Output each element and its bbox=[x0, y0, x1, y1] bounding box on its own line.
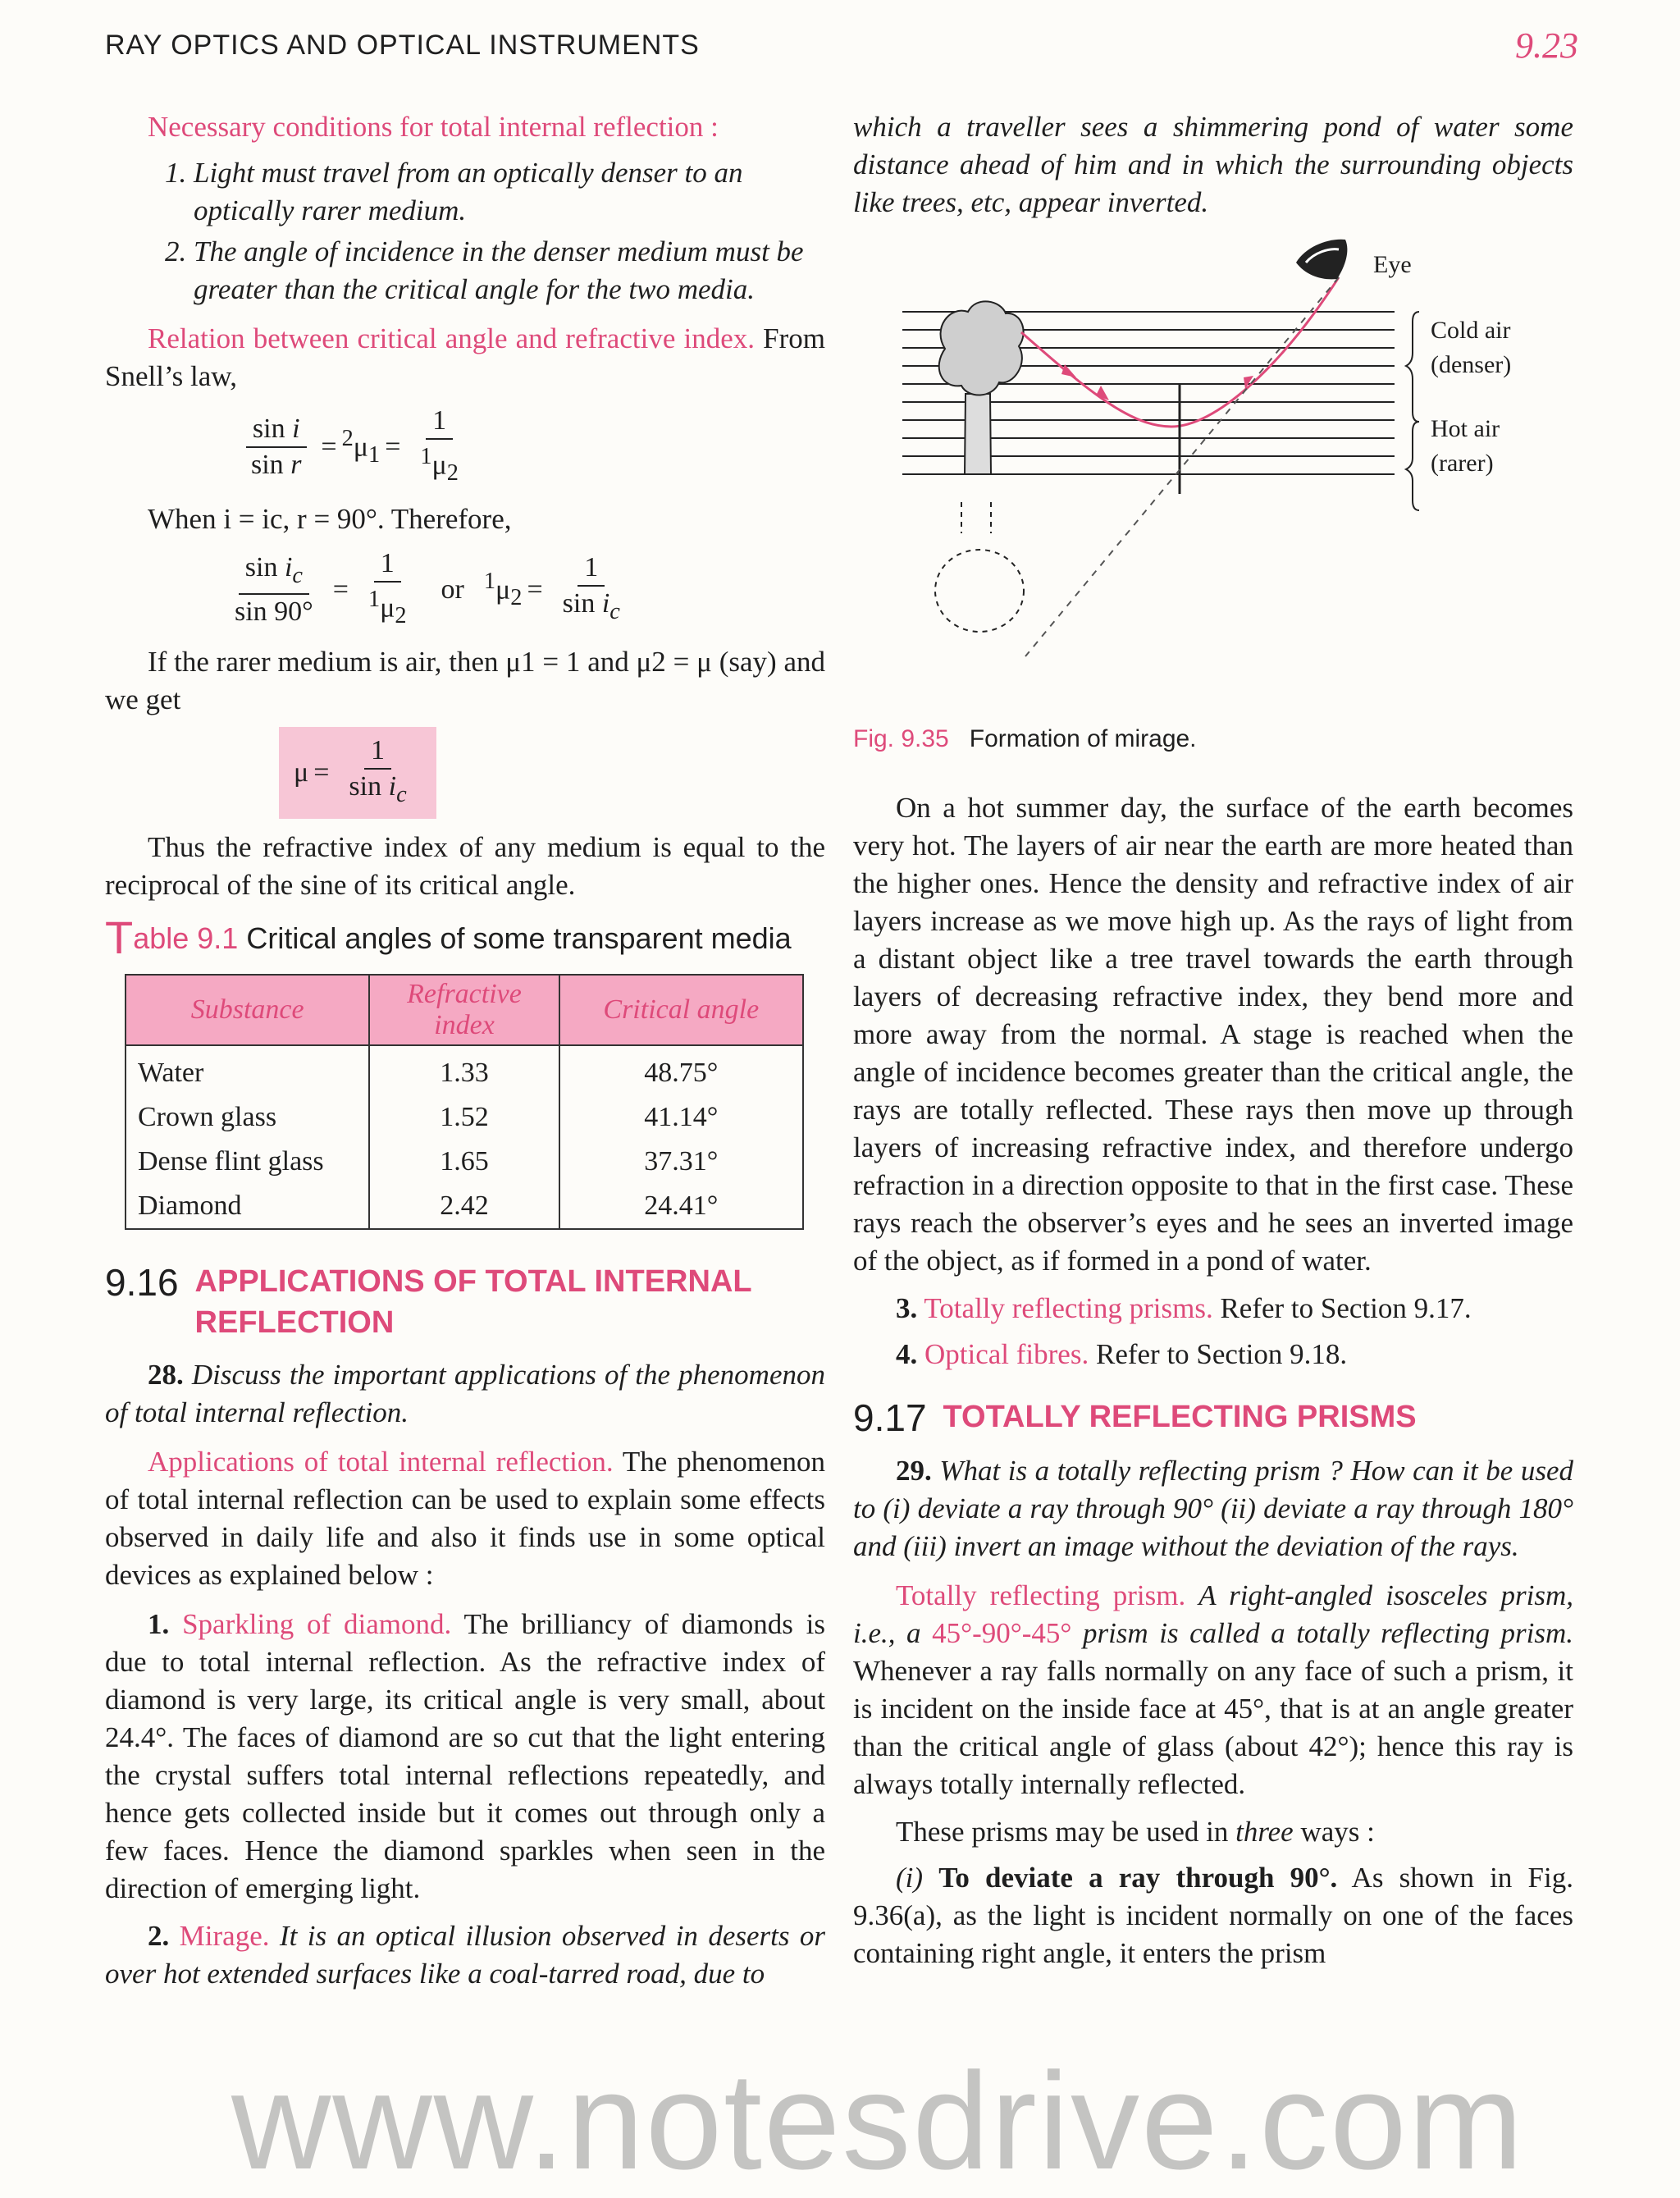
applications-paragraph: Applications of total internal reflection. The phenomenon of total internal reflection can be used to explain some effects observed in daily life and also it finds use in some optical devices as explained below : bbox=[105, 1446, 825, 1592]
mirage-continuation: which a traveller sees a shimmering pond of water some distance ahead of him and in which the surrounding objects like trees, etc, appear inverted. bbox=[853, 111, 1573, 218]
table-row: Water 1.33 48.75° bbox=[126, 1045, 803, 1095]
three-ways-text: These prisms may be used in three ways : bbox=[896, 1816, 1375, 1848]
sparkling-diamond-paragraph: 1. Sparkling of diamond. The brilliancy of diamonds is due to total internal reflection. As the refractive index of diamond is very large, its critical angle is very small, about 24.4°. The faces of diamond are so cut that the light entering the crystal suffers total internal reflections repeatedly, and hence gets collected inside but it comes out through only a few faces. Hence the diamond sparkles when seen in the direction of emerging light. bbox=[105, 1608, 826, 1905]
table-row: Dense flint glass 1.65 37.31° bbox=[126, 1140, 803, 1184]
mirage-diagram bbox=[853, 230, 1573, 714]
fibres-item: 4. Optical fibres. Refer to Section 9.18. bbox=[896, 1338, 1348, 1370]
table-row: Diamond 2.42 24.41° bbox=[126, 1184, 803, 1229]
left-column bbox=[105, 108, 825, 2001]
relation-text: From Snell’s law, bbox=[105, 322, 825, 392]
critical-equation: $\frac{\sin i_c}{\sin 90^\circ}$ = $\frac{1}{^1\mu_2}$ or $^1\mu_2$ = $\frac{1}{\sin i_c}$ bbox=[235, 548, 620, 629]
mirage-paragraph: 2. Mirage. It is an optical illusion observed in deserts or over hot extended surfaces like a coal-tarred road, due to bbox=[105, 1920, 826, 1990]
right-column bbox=[853, 108, 1573, 1981]
deviate-90-paragraph: (i) To deviate a ray through 90°. As shown in Fig. 9.36(a), as the light is incident normally on one of the faces containing right angle, it enters the prism bbox=[853, 1862, 1573, 1969]
condition-item: 1. Light must travel from an optically denser to an optically rarer medium. bbox=[194, 154, 825, 230]
figure-caption: Fig. 9.35 Formation of mirage. bbox=[853, 725, 1197, 752]
page-number: 9.23 bbox=[1515, 25, 1578, 66]
question-29: 29. What is a totally reflecting prism ? How can it be used to (i) deviate a ray through 90° (ii) deviate a ray through 180° and (iii) invert an image without the deviation of the rays. bbox=[853, 1455, 1573, 1562]
question-28: 28. Discuss the important applications of the phenomenon of total internal reflection. bbox=[105, 1359, 825, 1429]
cold-air-label: Cold air bbox=[1431, 317, 1511, 344]
relation-heading: Relation between critical angle and refractive index. bbox=[148, 322, 755, 354]
table-header: Refractive index bbox=[369, 975, 559, 1045]
conditions-list bbox=[105, 154, 825, 308]
eye-label: Eye bbox=[1373, 251, 1412, 278]
mirage-figure bbox=[853, 230, 1573, 714]
boxed-equation: μ = $\frac{1}{\sin i_c}$ bbox=[105, 727, 825, 819]
condition-item: 2. The angle of incidence in the denser medium must be greater than the critical angle for the two media. bbox=[194, 233, 825, 308]
section-heading-9-17: 9.17 TOTALLY REFLECTING PRISMS bbox=[853, 1396, 1417, 1439]
hot-air-label: Hot air bbox=[1431, 415, 1500, 442]
prisms-item: 3. Totally reflecting prisms. Refer to Section 9.17. bbox=[896, 1292, 1472, 1324]
conditions-heading: Necessary conditions for total internal reflection : bbox=[148, 111, 719, 143]
rarer-text: If the rarer medium is air, then μ1 = 1 and μ2 = μ (say) and we get bbox=[105, 646, 825, 716]
totally-reflecting-prism-paragraph: Totally reflecting prism. A right-angled isosceles prism, i.e., a 45°-90°-45° prism is called a totally reflecting prism. Whenever a ray falls normally on any face of such a prism, it is incident on the inside face at 45°, that is at an angle greater than the critical angle of glass (about 42°); hence this ray is always totally internally reflected. bbox=[853, 1579, 1574, 1800]
table-caption: Table 9.1 Critical angles of some transparent media bbox=[105, 912, 792, 964]
when-text: When i = ic, r = 90°. Therefore, bbox=[148, 503, 512, 536]
critical-angles-table bbox=[125, 974, 804, 1230]
denser-label: (denser) bbox=[1431, 351, 1512, 378]
or-text: or bbox=[441, 574, 464, 605]
watermark: www.notesdrive.com bbox=[231, 2044, 1525, 2198]
table-header: Substance bbox=[126, 975, 369, 1045]
running-head: RAY OPTICS AND OPTICAL INSTRUMENTS bbox=[105, 30, 700, 61]
relation-paragraph bbox=[105, 320, 825, 395]
thus-text: Thus the refractive index of any medium is equal to the reciprocal of the sine of its critical angle. bbox=[105, 831, 825, 902]
snell-equation: $\frac{\text{sin i}}{\text{sin r}}$ = $^2\mu_1$ = $\frac{1}{^1\mu_2}$ bbox=[236, 404, 825, 491]
table-row: Crown glass 1.52 41.14° bbox=[126, 1095, 803, 1140]
table-header: Critical angle bbox=[559, 975, 803, 1045]
section-heading-9-16: 9.16 APPLICATIONS OF TOTAL INTERNAL REFLECTION bbox=[105, 1261, 751, 1341]
mirage-explanation: On a hot summer day, the surface of the earth becomes very hot. The layers of air near the earth are more heated than the higher ones. Hence the density and refractive index of air layers increase as we move high up. As the rays of light from a distant object like a tree travel towards the earth through layers of decreasing refractive index, they bend more and more away from the normal. A stage is reached when the angle of incidence becomes greater than the critical angle, the rays are totally reflected. These rays then move up through layers of increasing refractive index, and therefore undergo refraction in a direction opposite to that in the first case. These rays reach the observer’s eyes and he sees an inverted image of the object, as if formed in a pond of water. bbox=[853, 792, 1573, 1277]
rarer-label: (rarer) bbox=[1431, 450, 1494, 477]
